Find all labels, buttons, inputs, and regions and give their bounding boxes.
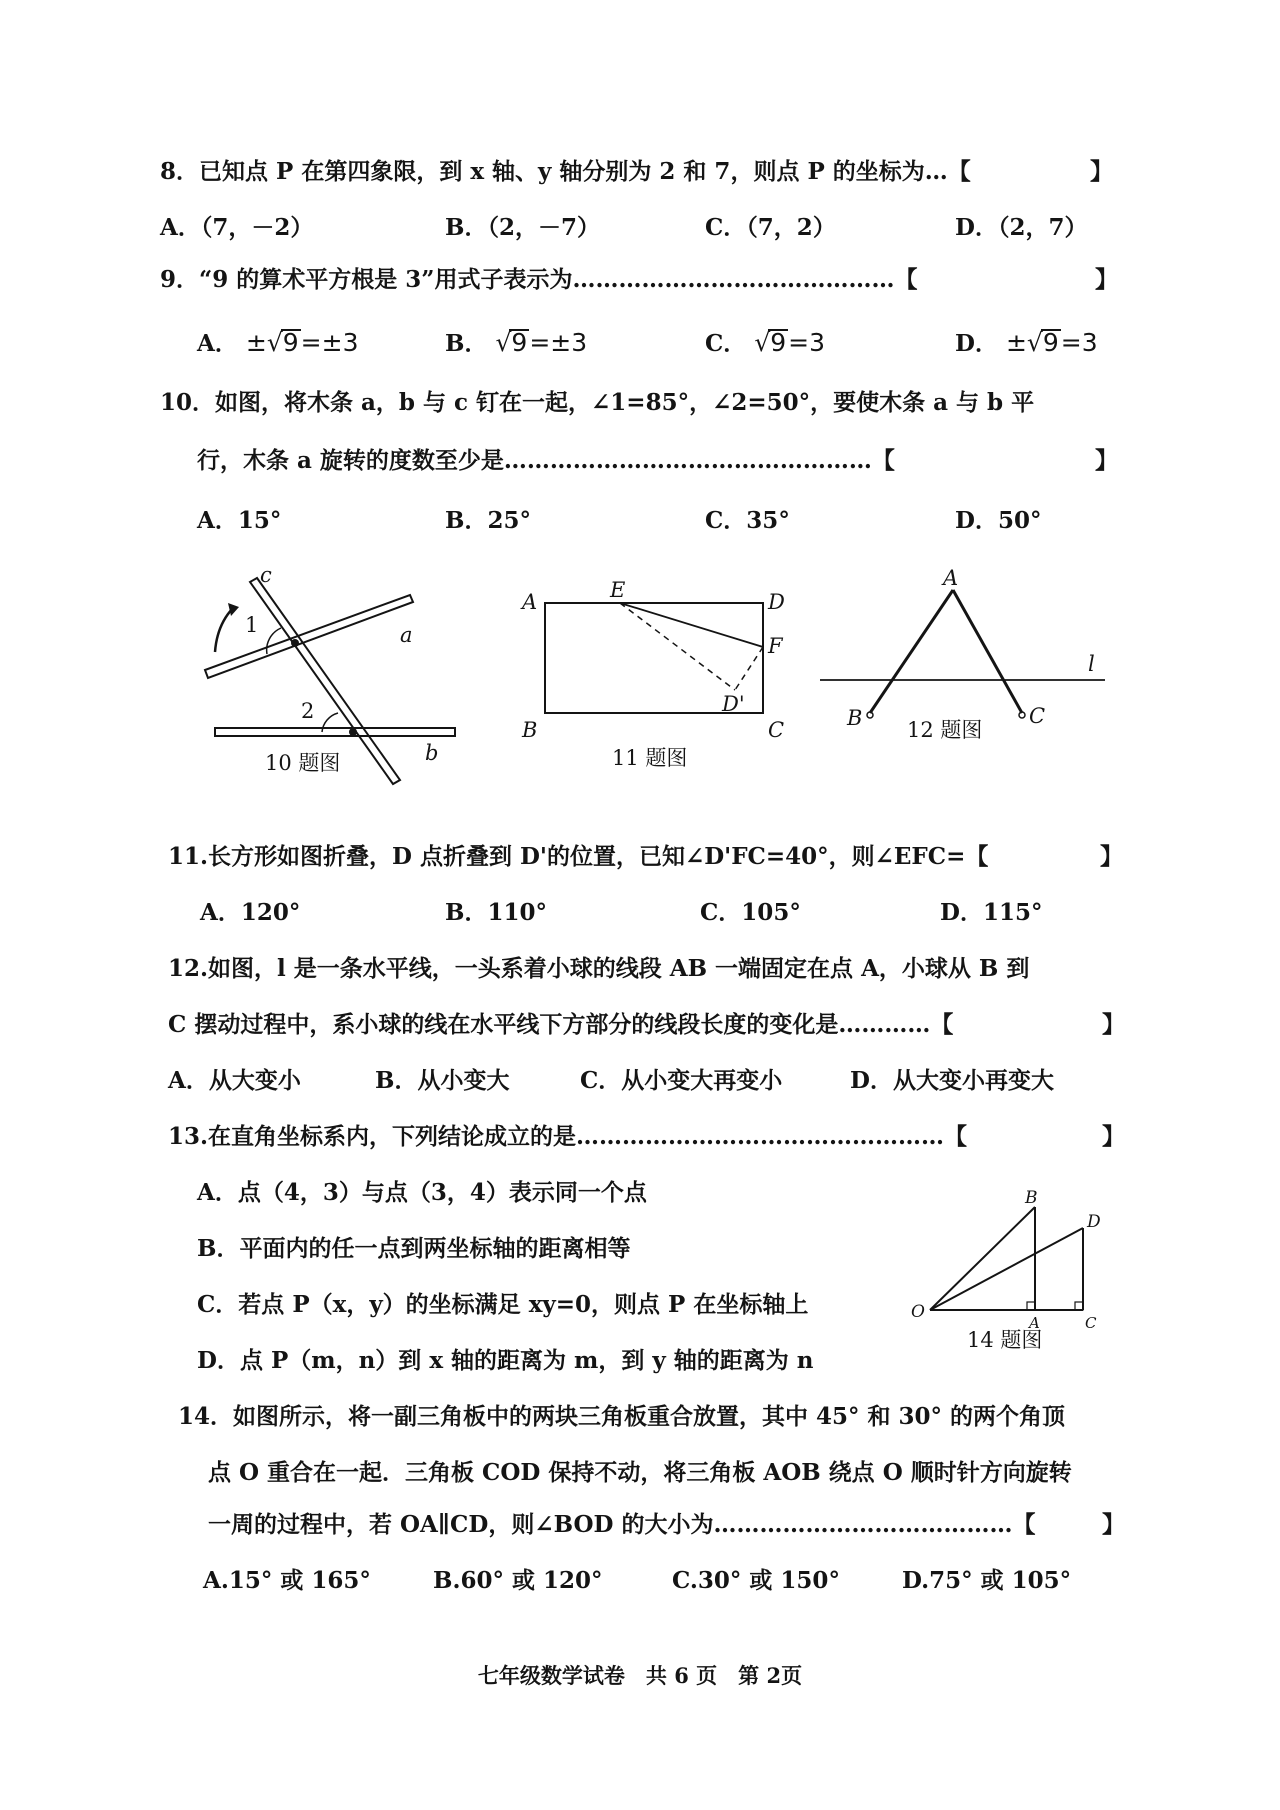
q9-option-a-post: =±3	[300, 328, 359, 357]
label-A: A	[1029, 1314, 1040, 1332]
q9-option-c-label: C．	[705, 330, 747, 357]
label-2: 2	[301, 699, 315, 723]
question-14-bracket-close: 】	[1102, 1512, 1125, 1538]
q9-option-d-pre: ±	[1005, 328, 1027, 357]
q14-option-a: A.15° 或 165°	[203, 1567, 371, 1594]
figure-11	[510, 575, 800, 785]
label-b: b	[425, 741, 439, 765]
segment-ef	[620, 603, 763, 647]
q13-option-d: D．点 P（m，n）到 x 轴的距离为 m，到 y 轴的距离为 n	[197, 1347, 814, 1374]
radical-icon: √	[754, 328, 771, 357]
question-14-line-3: 一周的过程中，若 OA∥CD，则∠BOD 的大小为…………………………………【	[208, 1511, 1036, 1538]
q14-option-d: D.75° 或 105°	[902, 1567, 1072, 1594]
q9-option-d	[955, 328, 1098, 359]
figure-12	[815, 565, 1120, 755]
question-8-text: 8．已知点 P 在第四象限，到 x 轴、y 轴分别为 2 和 7，则点 P 的坐标为…【	[160, 158, 971, 185]
q9-option-a-rad: 9	[282, 328, 299, 357]
nail-1	[291, 639, 299, 647]
label-C: C	[768, 718, 785, 742]
question-13-bracket-close: 】	[1102, 1124, 1125, 1150]
q12-option-a: A．从大变小	[168, 1067, 301, 1094]
label-B: B	[522, 718, 538, 742]
q13-option-c: C．若点 P（x，y）的坐标满足 xy=0，则点 P 在坐标轴上	[197, 1291, 809, 1318]
figure-10	[195, 570, 475, 790]
question-10-line-1: 10．如图，将木条 a，b 与 c 钉在一起，∠1=85°，∠2=50°，要使木条 a 与 b 平	[160, 389, 1035, 416]
figure-14	[905, 1185, 1120, 1360]
q10-option-c: C．35°	[705, 507, 790, 534]
label-c: c	[260, 570, 272, 587]
q11-option-b: B．110°	[445, 899, 547, 926]
q9-option-a	[197, 328, 358, 359]
label-C: C	[1085, 1314, 1097, 1332]
arrow-head-icon	[228, 603, 239, 616]
q8-option-a: A．（7，－2）	[160, 214, 314, 241]
q8-option-c: C．（7，2）	[705, 214, 836, 241]
q10-option-a: A．15°	[197, 507, 282, 534]
question-9	[160, 265, 917, 295]
q9-option-c	[705, 328, 825, 359]
q9-option-b	[445, 328, 587, 359]
segment-od	[930, 1228, 1083, 1310]
question-13: 13.在直角坐标系内，下列结论成立的是…………………………………………【	[168, 1123, 968, 1150]
label-C: C	[1029, 704, 1046, 728]
label-E: E	[610, 578, 626, 602]
label-D-prime: D'	[722, 692, 745, 716]
right-angle-a-icon	[1027, 1302, 1035, 1310]
question-10-bracket-close: 】	[1095, 448, 1118, 474]
question-9-bracket-close: 】	[1095, 267, 1118, 293]
label-1: 1	[245, 613, 259, 637]
stick-b	[215, 728, 455, 736]
q13-option-b: B．平面内的任一点到两坐标轴的距离相等	[197, 1235, 631, 1262]
label-D: D	[1087, 1212, 1101, 1232]
label-B: B	[847, 706, 863, 730]
question-14-line-2: 点 O 重合在一起．三角板 COD 保持不动，将三角板 AOB 绕点 O 顺时针方向旋转	[208, 1459, 1072, 1486]
segment-ed-prime	[620, 603, 735, 690]
caption-11: 11 题图	[612, 746, 688, 770]
q11-option-d: D．115°	[940, 899, 1043, 926]
q12-option-b: B．从小变大	[375, 1067, 510, 1094]
q9-option-b-post: =±3	[529, 328, 588, 357]
angle-2-arc	[322, 713, 338, 732]
rotation-arrow	[215, 608, 233, 652]
q9-option-c-post: =3	[788, 328, 826, 357]
q8-option-d: D．（2，7）	[955, 214, 1088, 241]
segment-ac	[953, 590, 1022, 713]
q9-option-d-post: =3	[1060, 328, 1098, 357]
q9-option-a-pre: ±	[245, 328, 267, 357]
q9-option-d-label: D．	[955, 330, 998, 357]
question-8	[160, 157, 971, 187]
radical-icon: √	[1026, 328, 1043, 357]
question-10-line-2: 行，木条 a 旋转的度数至少是…………………………………………【	[197, 447, 895, 474]
q8-option-b: B．（2，－7）	[445, 214, 600, 241]
nail-2	[349, 728, 357, 736]
q11-option-c: C．105°	[700, 899, 801, 926]
page-footer: 七年级数学试卷 共 6 页 第 2页	[477, 1663, 803, 1688]
radical-icon: √	[495, 328, 512, 357]
q14-option-c: C.30° 或 150°	[672, 1567, 840, 1594]
question-12-line-2: C 摆动过程中，系小球的线在水平线下方部分的线段长度的变化是…………【	[168, 1011, 954, 1038]
caption-14: 14 题图	[967, 1328, 1043, 1352]
q13-option-a: A．点（4，3）与点（3，4）表示同一个点	[197, 1179, 647, 1206]
radical-icon: √	[266, 328, 283, 357]
q9-option-a-label: A．	[197, 330, 238, 357]
label-D: D	[768, 590, 785, 614]
label-F: F	[768, 634, 783, 658]
segment-fd-prime	[735, 647, 763, 690]
question-12-line-1: 12.如图，l 是一条水平线，一头系着小球的线段 AB 一端固定在点 A，小球从 B 到	[168, 955, 1030, 982]
right-angle-c-icon	[1075, 1302, 1083, 1310]
q9-option-b-rad: 9	[511, 328, 528, 357]
q12-option-d: D．从大变小再变大	[850, 1067, 1054, 1094]
question-8-bracket-close: 】	[1090, 159, 1113, 185]
label-A: A	[522, 590, 538, 614]
q14-option-b: B.60° 或 120°	[433, 1567, 603, 1594]
q12-option-c: C．从小变大再变小	[580, 1067, 783, 1094]
q10-option-b: B．25°	[445, 507, 531, 534]
caption-10: 10 题图	[265, 751, 341, 775]
caption-12: 12 题图	[907, 718, 983, 742]
q10-option-d: D．50°	[955, 507, 1042, 534]
question-12-bracket-close: 】	[1102, 1012, 1125, 1038]
label-O: O	[911, 1302, 925, 1322]
question-11: 11.长方形如图折叠，D 点折叠到 D'的位置，已知∠D'FC=40°，则∠EFC=【	[168, 843, 989, 870]
q11-option-a: A．120°	[200, 899, 301, 926]
q9-option-d-rad: 9	[1042, 328, 1059, 357]
question-14-line-1: 14．如图所示，将一副三角板中的两块三角板重合放置，其中 45° 和 30° 的两个角顶	[178, 1403, 1066, 1430]
label-B: B	[1025, 1188, 1038, 1208]
question-11-bracket-close: 】	[1100, 844, 1123, 870]
label-a: a	[400, 623, 413, 647]
segment-ab	[870, 590, 953, 713]
label-l: l	[1088, 652, 1095, 676]
q9-option-b-label: B．	[445, 330, 488, 357]
label-A: A	[943, 566, 959, 590]
segment-ob	[930, 1207, 1035, 1310]
q9-option-c-rad: 9	[770, 328, 787, 357]
angle-1-arc	[267, 628, 281, 654]
question-9-text: 9．“9 的算术平方根是 3”用式子表示为……………………………………【	[160, 266, 918, 293]
